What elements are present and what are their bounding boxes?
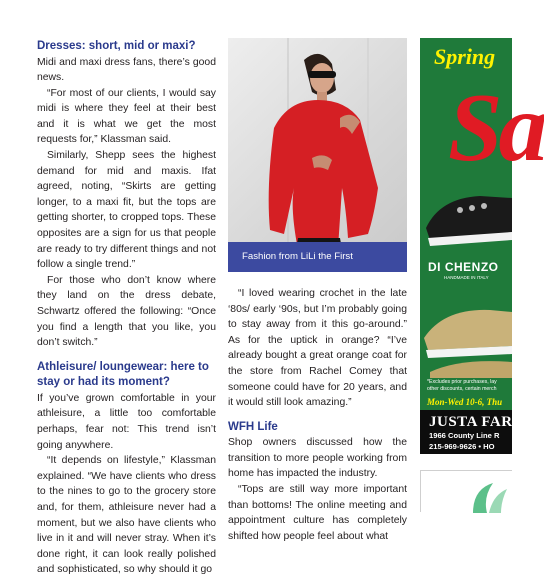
gold-shoe-image (420, 288, 512, 378)
section-heading-wfh: WFH Life (228, 420, 278, 433)
paragraph: Shop owners discussed how the transition to more people working from home has impacted the industry. (228, 437, 407, 480)
sale-advertisement[interactable] (420, 38, 544, 454)
paragraph: “I loved wearing crochet in the late ‘80s/ early ‘90s, but I’m probably going to stay away from it this go-around.” As for the uptick in orange? “I’ve already bought a great orange coat for the store from Rachel Comey that someone could have for 20 years, and it would still look amazing.” (228, 288, 407, 409)
model-figure (228, 38, 407, 272)
ad-hours: Mon-Wed 10-6, Thu (427, 397, 503, 407)
article-column-middle (228, 286, 407, 544)
shoe-image (420, 168, 512, 258)
fine-print-line: other discounts, certain merch (427, 386, 497, 392)
ad-brand: DI CHENZO (428, 260, 499, 274)
section-heading-dresses: Dresses: short, mid or maxi? (37, 40, 196, 52)
article-column-left (37, 39, 216, 578)
paragraph: “It depends on lifestyle,” Klassman explained. “We have clients who dress to the nines to go to the grocery store and, for them, athleisure never had a moment, but we also have clients who live in it and will never stray. When it’s done right, it can look really polished and sophisticated, so why should it go (37, 455, 216, 576)
ad-sale-text: Sa (448, 74, 544, 182)
leaf-logo-icon (469, 481, 509, 513)
paragraph: “For most of our clients, I would say midi is where they feel at their best and it is what we get the most requests for,” Klassman said. (37, 87, 216, 146)
ad-spring-text: Spring (434, 44, 496, 69)
ad-phone: 215-969-9626 • HO (429, 442, 495, 451)
section-heading-athleisure: Athleisure/ loungewear: here to stay or had its moment? (37, 360, 209, 389)
fine-print-line: *Excludes prior purchases, lay (427, 379, 497, 385)
paragraph: Similarly, Shepp sees the highest demand for mid and maxis. Ifat agreed, noting, “Skirts are getting longer, to a maxi fit, but the tops are getting shorter, to cropped tops. These opposites are a sign for us that people are ready to try different things and not follow a single trend.” (37, 150, 216, 271)
paragraph: For those who don’t know where they land on the dress debate, Schwartz offered the following: “Once you find a length that you like, you don’t switch.” (37, 274, 216, 349)
advertisement-box[interactable] (420, 470, 512, 512)
photo-caption: Fashion from LiLi the First (228, 242, 407, 272)
fashion-photo (228, 38, 407, 272)
paragraph: “Tops are still way more important than bottoms! The online meeting and appointment culture has completely shifted how people feel about what (228, 484, 407, 542)
ad-fine-print (427, 379, 513, 393)
ad-store-name: JUSTA FARM (429, 414, 528, 430)
paragraph: Midi and maxi dress fans, there’s good news. (37, 56, 216, 84)
ad-address: 1966 County Line R (429, 431, 500, 440)
ad-brand-sub: HANDMADE IN ITALY (444, 275, 489, 280)
paragraph: If you’ve grown comfortable in your athleisure, a little too comfortable perhaps, fear not: This trend isn’t going anywhere. (37, 392, 216, 451)
